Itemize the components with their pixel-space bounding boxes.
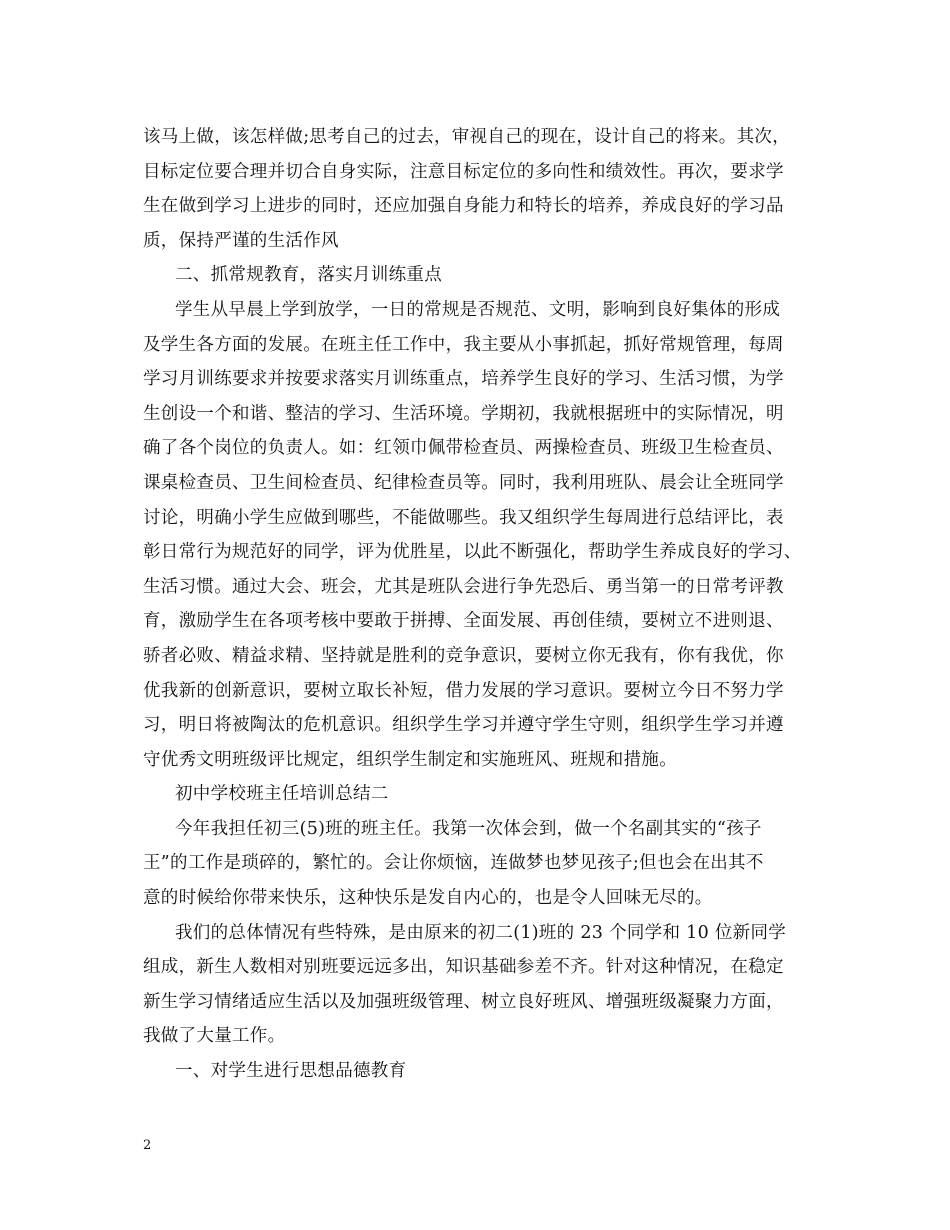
text-line: 讨论，明确小学生应做到哪些，不能做哪些。我又组织学生每周进行总结评比，表	[143, 507, 784, 528]
text-line: 守优秀文明班级评比规定，组织学生制定和实施班风、班规和措施。	[143, 749, 677, 770]
text-line: 初中学校班主任培训总结二	[175, 784, 389, 805]
text-line: 二、抓常规教育，落实月训练重点	[175, 265, 442, 286]
text-line: 该马上做，该怎样做;思考自己的过去，审视自己的现在，设计自己的将来。其次，	[143, 127, 790, 147]
text-line: 一、对学生进行思想品德教育	[175, 1061, 407, 1082]
text-line: 生活习惯。通过大会、班会，尤其是班队会进行争先恐后、勇当第一的日常考评教	[143, 576, 784, 597]
text-line: 目标定位要合理并切合自身实际，注意目标定位的多向性和绩效性。再次，要求学	[143, 161, 784, 182]
text-line: 学习月训练要求并按要求落实月训练重点，培养学生良好的学习、生活习惯，为学	[143, 369, 784, 390]
text-line: 王”的工作是琐碎的，繁忙的。会让你烦恼，连做梦也梦见孩子;但也会在出其不	[143, 853, 764, 874]
text-line: 生创设一个和谐、整洁的学习、生活环境。学期初，我就根据班中的实际情况，明	[143, 403, 784, 424]
text-line: 学生从早晨上学到放学，一日的常规是否规范、文明，影响到良好集体的形成	[175, 299, 781, 320]
text-line: 我们的总体情况有些特殊，是由原来的初二(1)班的 23 个同学和 10 位新同学	[175, 922, 787, 943]
text-line: 优我新的创新意识，要树立取长补短，借力发展的学习意识。要树立今日不努力学	[143, 680, 784, 701]
text-line: 课桌检查员、卫生间检查员、纪律检查员等。同时，我利用班队、晨会让全班同学	[143, 472, 784, 493]
page-number: 2	[143, 1138, 152, 1153]
text-line: 及学生各方面的发展。在班主任工作中，我主要从小事抓起，抓好常规管理，每周	[143, 334, 784, 355]
text-line: 习，明日将被陶汰的危机意识。组织学生学习并遵守学生守则，组织学生学习并遵	[143, 715, 784, 736]
text-line: 质，保持严谨的生活作风	[143, 230, 339, 251]
text-line: 育，激励学生在各项考核中要敢于拼搏、全面发展、再创佳绩，要树立不进则退、	[143, 611, 784, 632]
document-body	[143, 120, 823, 1089]
text-line: 我做了大量工作。	[143, 1026, 286, 1047]
text-line: 今年我担任初三(5)班的班主任。我第一次体会到，做一个名副其实的“孩子	[175, 818, 762, 839]
text-line: 生在做到学习上进步的同时，还应加强自身能力和特长的培养，养成良好的学习品	[143, 196, 784, 217]
text-line: 新生学习情绪适应生活以及加强班级管理、树立良好班风、增强班级凝聚力方面，	[143, 991, 784, 1012]
text-line: 彰日常行为规范好的同学，评为优胜星，以此不断强化，帮助学生养成良好的学习、	[143, 542, 802, 563]
text-line: 意的时候给你带来快乐，这种快乐是发自内心的，也是令人回味无尽的。	[143, 888, 713, 909]
text-line: 确了各个岗位的负责人。如：红领巾佩带检查员、两操检查员、班级卫生检查员、	[143, 438, 784, 459]
text-line: 组成，新生人数相对别班要远远多出，知识基础参差不齐。针对这种情况，在稳定	[143, 957, 784, 978]
text-line: 骄者必败、精益求精、坚持就是胜利的竞争意识，要树立你无我有，你有我优，你	[143, 645, 784, 666]
